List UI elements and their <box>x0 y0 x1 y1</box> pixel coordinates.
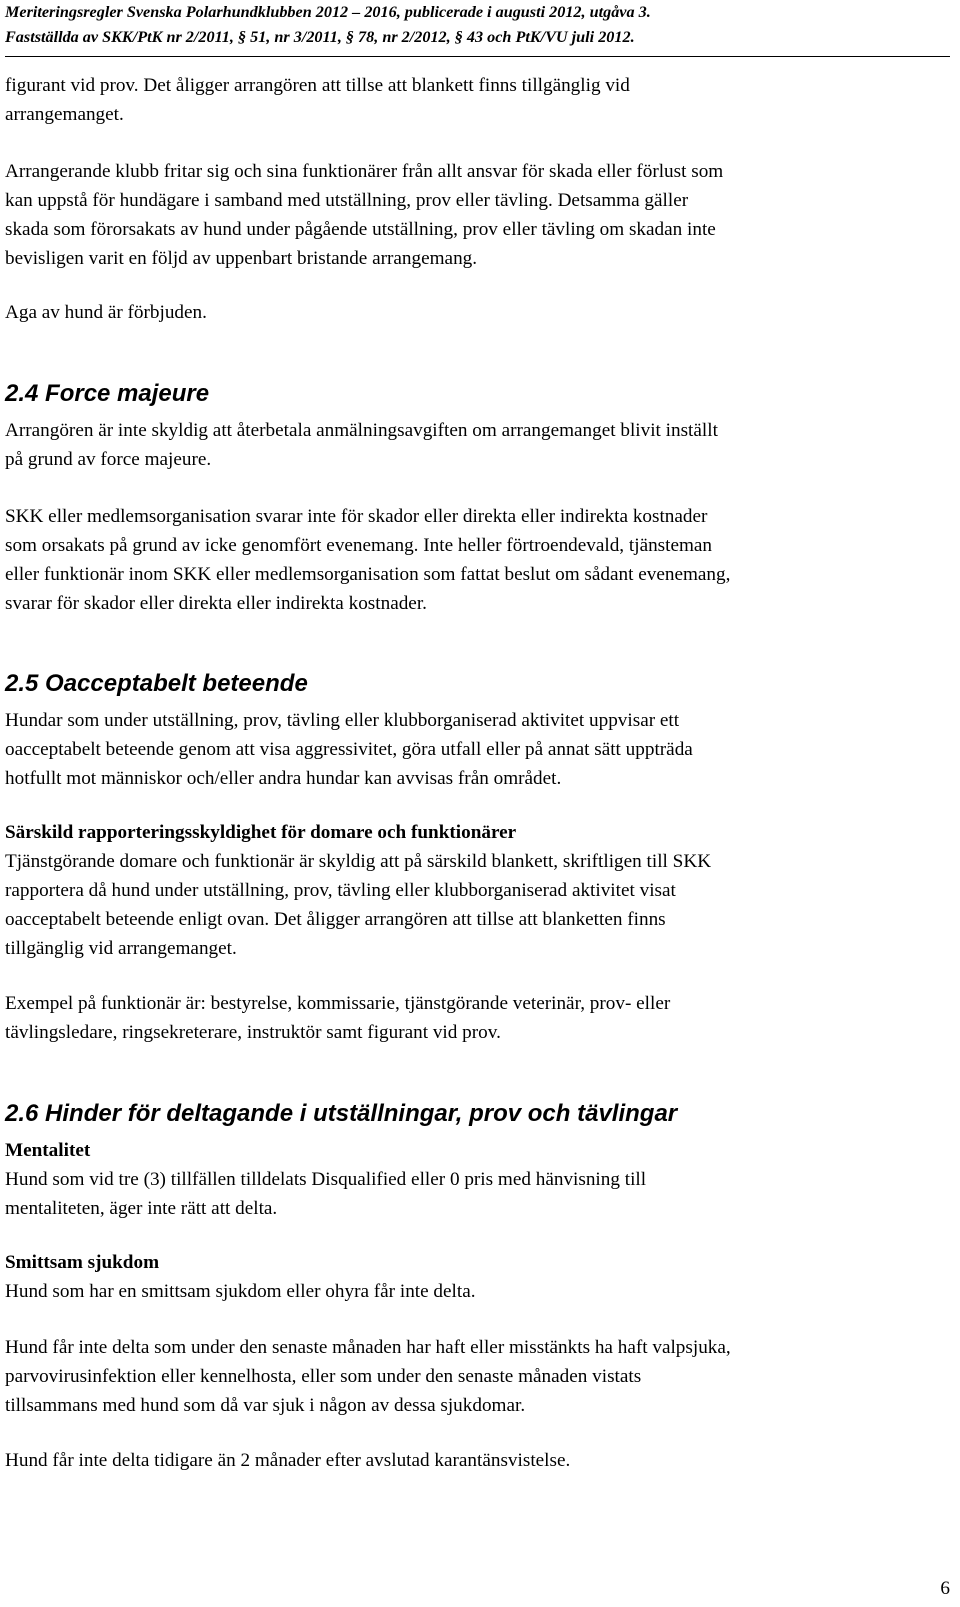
text-line: kan uppstå för hundägare i samband med utställning, prov eller tävling. Detsamma gäller <box>5 190 689 211</box>
header-line-1: Meriteringsregler Svenska Polarhundklubben 2012 – 2016, publicerade i augusti 2012, utgåva 3. <box>5 3 651 21</box>
intro-paragraph-3 <box>5 298 950 327</box>
subsection-heading: Smittsam sjukdom <box>5 1252 160 1273</box>
text-line: arrangemanget. <box>5 104 124 125</box>
text-line: som orsakats på grund av icke genomfört evenemang. Inte heller förtroendevald, tjänsteman <box>5 535 713 556</box>
text-line: eller funktionär inom SKK eller medlemsorganisation som fattat beslut om sådant evenemang, <box>5 564 731 585</box>
text-line: bevisligen varit en följd av uppenbart bristande arrangemang. <box>5 248 478 269</box>
section-heading: 2.4 Force majeure <box>5 380 210 407</box>
text-line: Arrangerande klubb fritar sig och sina funktionärer från allt ansvar för skada eller förlust som <box>5 161 724 182</box>
text-line: Hund får inte delta tidigare än 2 månader efter avslutad karantänsvistelse. <box>5 1450 571 1471</box>
text-line: mentaliteten, äger inte rätt att delta. <box>5 1198 278 1219</box>
text-line: Aga av hund är förbjuden. <box>5 302 207 323</box>
text-line: Hundar som under utställning, prov, tävling eller klubborganiserad aktivitet uppvisar ett <box>5 710 680 731</box>
text-line: Hund som har en smittsam sjukdom eller ohyra får inte delta. <box>5 1281 476 1302</box>
text-line: skada som förorsakats av hund under pågående utställning, prov eller tävling om skadan inte <box>5 219 716 240</box>
section-heading: 2.5 Oacceptabelt beteende <box>5 670 308 697</box>
text-line: figurant vid prov. Det åligger arrangören att tillse att blankett finns tillgänglig vid <box>5 75 630 96</box>
text-line: tillsammans med hund som då var sjuk i någon av dessa sjukdomar. <box>5 1395 526 1416</box>
section-2-6-paragraph-4 <box>5 1446 950 1475</box>
text-line: Arrangören är inte skyldig att återbetala anmälningsavgiften om arrangemanget blivit inställt <box>5 420 718 441</box>
text-line: parvovirusinfektion eller kennelhosta, eller som under den senaste månaden vistats <box>5 1366 642 1387</box>
text-line: rapportera då hund under utställning, prov, tävling eller klubborganiserad aktivitet visat <box>5 880 676 901</box>
text-line: Tjänstgörande domare och funktionär är skyldig att på särskild blankett, skriftligen till SKK <box>5 851 712 872</box>
intro-paragraph-2 <box>5 157 950 273</box>
page-number: 6 <box>940 1578 950 1599</box>
section-2-4-paragraph-2 <box>5 502 950 618</box>
text-line: SKK eller medlemsorganisation svarar inte för skador eller direkta eller indirekta kostnader <box>5 506 708 527</box>
section-2-4-heading <box>5 378 950 410</box>
text-line: på grund av force majeure. <box>5 449 212 470</box>
section-2-5-paragraph-3 <box>5 989 950 1047</box>
section-2-6-heading <box>5 1098 950 1130</box>
section-2-5-subsection <box>5 818 950 963</box>
section-2-5-paragraph-1 <box>5 706 950 793</box>
text-line: Exempel på funktionär är: bestyrelse, kommissarie, tjänstgörande veterinär, prov- eller <box>5 993 671 1014</box>
intro-paragraph-1 <box>5 71 950 129</box>
section-2-6-paragraph-3 <box>5 1333 950 1420</box>
text-line: Hund som vid tre (3) tillfällen tilldelats Disqualified eller 0 pris med hänvisning till <box>5 1169 647 1190</box>
section-heading: 2.6 Hinder för deltagande i utställningar, prov och tävlingar <box>5 1100 678 1127</box>
section-2-6-mentalitet <box>5 1136 950 1223</box>
text-line: hotfullt mot människor och/eller andra hundar kan avvisas från området. <box>5 768 562 789</box>
text-line: tillgänglig vid arrangemanget. <box>5 938 237 959</box>
text-line: oacceptabelt beteende genom att visa aggressivitet, göra utfall eller på annat sätt uppträda <box>5 739 693 760</box>
section-2-5-heading <box>5 668 950 700</box>
document-page <box>5 0 950 1599</box>
subsection-heading: Särskild rapporteringsskyldighet för domare och funktionärer <box>5 822 517 843</box>
subsection-heading: Mentalitet <box>5 1140 91 1161</box>
text-line: svarar för skador eller direkta eller indirekta kostnader. <box>5 593 427 614</box>
text-line: oacceptabelt beteende enligt ovan. Det åligger arrangören att tillse att blanketten finns <box>5 909 666 930</box>
section-2-4-paragraph-1 <box>5 416 950 474</box>
text-line: tävlingsledare, ringsekreterare, instruktör samt figurant vid prov. <box>5 1022 501 1043</box>
page-header <box>5 0 950 57</box>
text-line: Hund får inte delta som under den senaste månaden har haft eller misstänkts ha haft valpsjuka, <box>5 1337 731 1358</box>
header-line-2: Fastställda av SKK/PtK nr 2/2011, § 51, nr 3/2011, § 78, nr 2/2012, § 43 och PtK/VU juli 2012. <box>5 28 635 46</box>
section-2-6-smittsam-sjukdom <box>5 1248 950 1306</box>
